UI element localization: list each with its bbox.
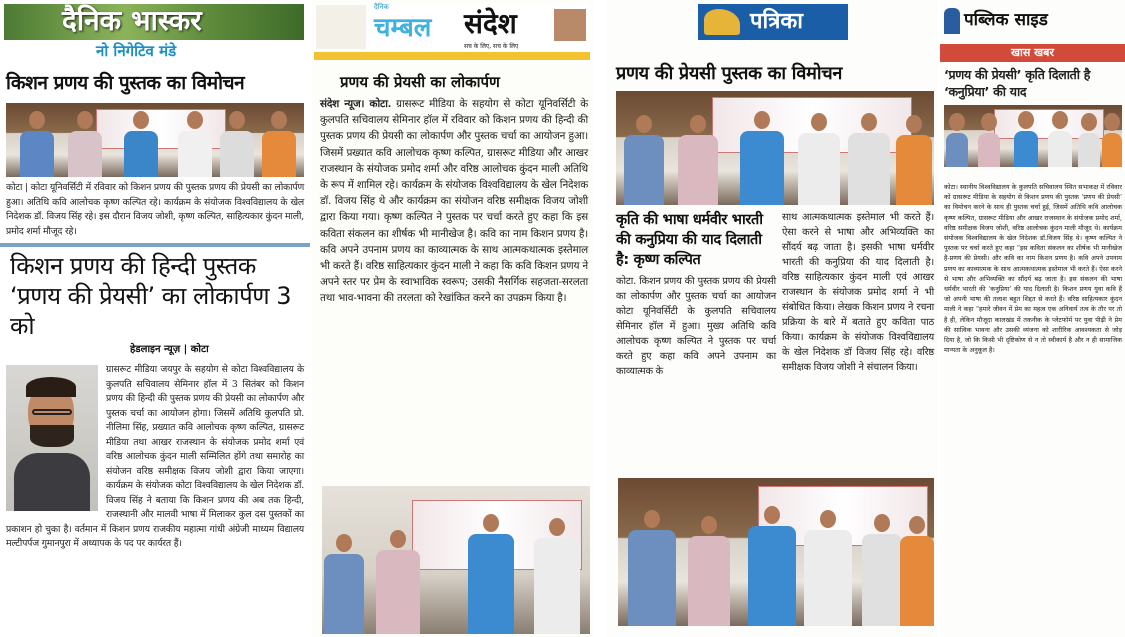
divider bbox=[0, 243, 310, 247]
bhaskar-headline: किशन प्रणय की पुस्तक का विमोचन bbox=[6, 72, 245, 94]
clipping-dainik-bhaskar bbox=[0, 0, 310, 637]
patrika-left-flow bbox=[616, 210, 776, 379]
patrika-headline: प्रणय की प्रेयसी पुस्तक का विमोचन bbox=[616, 63, 843, 84]
author-portrait bbox=[6, 365, 98, 511]
bhaskar-text-flow bbox=[6, 181, 304, 552]
clipping-public-side bbox=[940, 0, 1125, 637]
bhaskar-logo: दैनिक भास्कर bbox=[62, 4, 202, 37]
patrika-masthead: पत्रिका bbox=[698, 4, 848, 40]
bhaskar-body-2: ग्रासरूट मीडिया जयपुर के सहयोग से कोटा विश्वविद्यालय के कुलपति सचिवालय सेमिनार हॉल में 3 सितंबर को किशन प्रणय की हिन्दी की पुस्तक प्रणय की प्रेयसी का लोकार्पण और पुस्तक चर्चा का आयोजन होगा। जिसमें अतिथि कुलपति प्रो. नीलिमा सिंह, प्रख्यात कवि आलोचक कृष्ण कल्पित, ग्रासरूट मीडिया तथा आखर राजस्थान के संयोजक प्रमोद शर्मा एवं वरिष्ठ आलोचक कुंदन माली सम्मिलित होंगे तथा समारोह का संयोजन वरिष्ठ समीक्षक विजय जोशी द्वारा किया जाएगा। कार्यक्रम के संयोजक कोटा विश्वविद्यालय के खेल निदेशक डॉ. विजय सिंह ने बताया कि किशन प्रणय की अब तक हिन्दी, राजस्थानी और मालवी भाषा में मिलाकर कुल दस पुस्तकों का प्रकाशन हो चुका है। वर्तमान में किशन प्रणय राजकीय महात्मा गांधी अंग्रेजी माध्यम विद्यालय मल्टीपर्पज गुमानपुरा में अध्यापक के पद पर कार्यरत हैं। bbox=[6, 364, 304, 549]
bhaskar-body: कोटा | कोटा यूनिवर्सिटी में रविवार को किशन प्रणय की पुस्तक प्रणय की प्रेयसी का लोकार्पण हुआ। अतिथि कवि आलोचक कृष्ण कल्पित रहे। कार्यक्रम के संयोजक विश्वविद्यालय के खेल निदेशक डॉ. विजय सिंह रहे। इस दौरान विजय जोशी, कृष्ण कल्पित, साहित्यकार कुंदन माली, प्रमोद शर्मा मौजूद रहे। bbox=[6, 182, 304, 237]
bhaskar-masthead bbox=[4, 4, 304, 62]
clipping-chambal-sandesh bbox=[312, 0, 594, 637]
patrika-body-1: कोटा. किशन प्रणय की पुस्तक प्रणय की प्रेयसी का लोकार्पण और पुस्तक चर्चा का आयोजन कोटा यूनिवर्सिटी के कुलपति सचिवालय सेमिनार हॉल में हुआ। मुख्य अतिथि कवि आलोचक कृष्ण कल्पित ने पुस्तक पर चर्चा करते हुए कहा कवि अपने उपनाम का काव्यात्मक के bbox=[616, 276, 776, 377]
chambal-logo-b: संदेश bbox=[464, 7, 517, 40]
patrika-body-2: साथ आत्मकथात्मक इस्तेमाल भी करते हैं। ऐसा करने से भाषा और अभिव्यक्ति का सौंदर्य बढ़ जाता है। इसकी भाषा धर्मवीर भारती की कनुप्रिया की याद दिलाती है। वरिष्ठ साहित्यकार कुंदन माली एवं आखर राजस्थान के संयोजक प्रमोद शर्मा ने भी संबोधित किया। लेखक किशन प्रणय ने रचना प्रक्रिया के बारे में बताते हुए कविता पाठ किया। कार्यक्रम के संयोजक विश्वविद्यालय के खेल निदेशक डॉ विजय सिंह रहे। वरिष्ठ समीक्षक विजय जोशी ने संचालन किया। bbox=[782, 212, 934, 373]
public-side-body: कोटा। स्थानीय विश्वविद्यालय के कुलपति सचिवालय स्थित सभाकक्ष में रविवार को ग्रासरूट मीडिया के सहयोग से किशन प्रणय की पुस्तक ‘प्रणय की प्रेयसी’ का विमोचन करने के साथ ही पुस्तक चर्चा हुई, जिसमें अतिथि कवि आलोचक कृष्ण कल्पित, ग्रासरूट मीडिया और आखर राजस्थान के संयोजक प्रमोद शर्मा, वरिष्ठ समीक्षक विजय जोशी, वरिष्ठ आलोचक कुंदन माली मौजूद थे। कार्यक्रम संयोजक विश्वविद्यालय के खेल निदेशक डॉ.विजय सिंह थे। कृष्ण कल्पित ने पुस्तक पर चर्चा करते हुए कहा “इस कविता संकलन का शीर्षक भी मानीखेज है-प्रणय की प्रेयसी। और कवि का नाम किशन प्रणय है। कवि अपने उपनाम प्रणय का काव्यात्मक के साथ आत्मकथात्मक इस्तेमाल भी करते हैं। ऐसा करने से भाषा और अभिव्यक्ति का सौंदर्य बढ़ जाता है। इस संकलन की भाषा धर्मवीर भारती की ‘कनुप्रिया’ की याद दिलाती है। किशन प्रणय युवा कवि हैं जो अपनी भाषा की तलाश बहुत शिद्दत से करते हैं। वरिष्ठ साहित्यकार कुंदन माली ने कहा “हमारे जीवन में प्रेम का महत्व एक अनिवार्य तत्व के तौर पर तो है ही, लेकिन मौजूदा कालखंड में तकनीक के प्लेटफॉर्म पर युवा पीढ़ी ने प्रेम की सात्विक भावना और उसकी व्यंजना को शारीरिक आवश्यकता से जोड़ दिया है, जो कि किसी भी दृष्टिकोण से न तो स्वीकार्य है और न ही सामाजिक मान्यता के अनुकूल है। bbox=[944, 183, 1122, 355]
bhaskar-byline: हेडलाइन न्यूज़ | कोटा bbox=[130, 344, 209, 355]
chambal-body: संदेश न्यूज। कोटा. ग्रासरूट मीडिया के सहयोग से कोटा यूनिवर्सिटी के कुलपति सचिवालय सेमिनार हॉल में रविवार को किशन प्रणय की हिन्दी की पुस्तक प्रणय की प्रेयसी का लोकार्पण और पुस्तक चर्चा का आयोजन हुआ। जिसमें प्रख्यात कवि आलोचक कृष्ण कल्पित, ग्रासरूट मीडिया और आखर राजस्थान के संयोजक प्रमोद शर्मा और वरिष्ठ आलोचक कुंदन माली अतिथि के रूप में शामिल रहे। कार्यक्रम के संयोजक विश्वविद्यालय के खेल निदेशक डॉ. विजय सिंह थे और कार्यक्रम का संयोजन वरिष्ठ समीक्षक विजय जोशी द्वारा किया गया। कृष्ण कल्पित ने पुस्तक पर चर्चा करते हुए कहा कि इस कविता संकलन का शीर्षक भी मानीखेज है। कवि का नाम किशन प्रणय है। कवि अपने उपनाम प्रणय का काव्यात्मक के साथ आत्मकथात्मक इस्तेमाल भी करते हैं। वरिष्ठ साहित्यकार कुंदन माली ने कहा कि कवि किशन प्रणय ने अपने स्तर पर प्रेम के स्वाभाविक स्वरूप; उसकी नैसर्गिक सहजता-सरलता तथा भाव-भावना की तरलता को रेखांकित करने का उपक्रम किया है। bbox=[320, 98, 588, 305]
public-side-masthead: पब्लिक साइड bbox=[940, 4, 1125, 40]
patrika-event-photo-2 bbox=[618, 478, 934, 626]
lion-logo-icon bbox=[704, 9, 740, 35]
section-banner: खास खबर bbox=[940, 44, 1125, 62]
public-side-headline: ‘प्रणय की प्रेयसी’ कृति दिलाती है ‘कनुप्रिया’ की याद bbox=[944, 67, 1091, 99]
bhaskar-edition: नो निगेटिव मंडे bbox=[96, 42, 177, 60]
chambal-dateline: संदेश न्यूज। कोटा. bbox=[320, 98, 392, 110]
patrika-event-photo bbox=[616, 91, 934, 205]
public-side-event-photo bbox=[944, 105, 1122, 167]
chambal-logo-a: चम्बल bbox=[374, 13, 432, 43]
chambal-event-photo bbox=[322, 486, 590, 634]
patrika-subhead: कृति की भाषा धर्मवीर भारती की कनुप्रिया की याद दिलाती है: कृष्ण कल्पित bbox=[616, 212, 763, 268]
bhaskar-headline-2: किशन प्रणय की हिन्दी पुस्तक ‘प्रणय की प्रेयसी’ का लोकार्पण 3 को bbox=[10, 252, 292, 340]
chambal-headline: प्रणय की प्रेयसी का लोकार्पण bbox=[340, 73, 500, 91]
clipping-patrika bbox=[606, 0, 938, 637]
bhaskar-event-photo bbox=[6, 103, 304, 177]
chambal-masthead: दैनिक चम्बल संदेश सच के लिए, सच के लिए bbox=[314, 3, 590, 61]
